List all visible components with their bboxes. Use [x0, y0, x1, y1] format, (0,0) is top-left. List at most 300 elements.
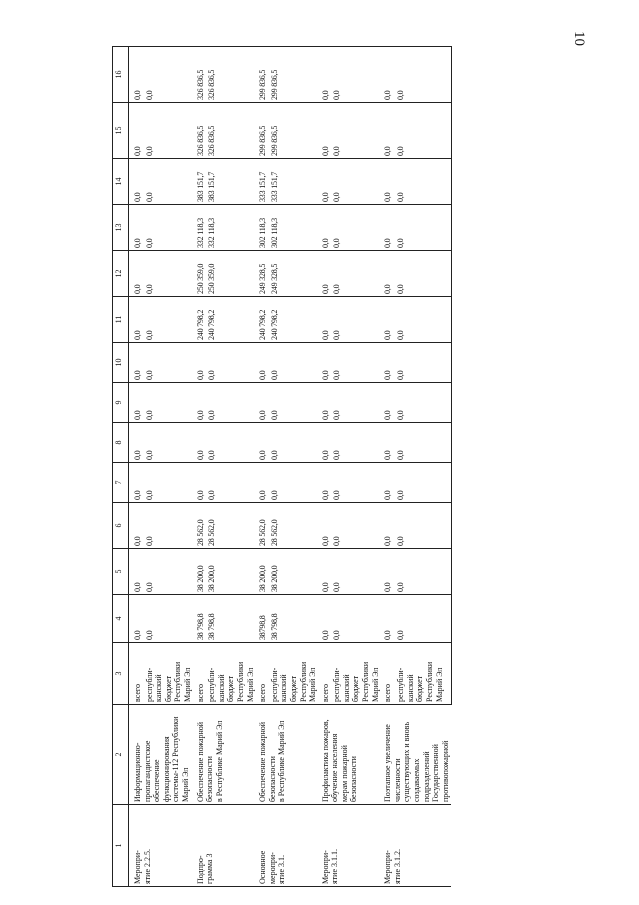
amount-cell [144, 343, 194, 383]
amount-cell [129, 383, 144, 423]
amount-cell-text: 0,0 [207, 490, 217, 500]
amount-cell-text: 0,0 [144, 450, 154, 460]
funding-source-text: республи- канский бюджет Республики Марий Эл [269, 661, 318, 702]
amount-cell [194, 343, 206, 383]
amount-cell [395, 463, 451, 503]
amount-cell-text: 0,0 [332, 90, 342, 100]
amount-cell [331, 297, 381, 343]
amount-cell-text: 0,0 [320, 192, 330, 202]
amount-cell [331, 423, 381, 463]
funding-source [331, 643, 381, 705]
column-header: 13 [113, 205, 129, 251]
amount-cell-text: 0,0 [396, 630, 406, 640]
amount-cell-text: 0,0 [320, 410, 330, 420]
amount-cell-text: 0,0 [133, 536, 142, 546]
row-name-text: Профилактика пожаров, обучение населения мерам пожарной безопасности [320, 719, 359, 802]
amount-cell [395, 297, 451, 343]
amount-cell-text: 0,0 [269, 490, 279, 500]
amount-cell-text: 0,0 [396, 146, 406, 156]
amount-cell [331, 549, 381, 595]
column-header: 8 [113, 423, 129, 463]
amount-cell [382, 297, 395, 343]
row-name-text: Информационно- пропагандистское обеспечение функционирования системы-112 Республики Марий Эл [133, 716, 190, 802]
amount-cell-text: 332 118,3 [195, 218, 205, 248]
amount-cell [129, 549, 144, 595]
amount-cell-text: 28 562,0 [258, 519, 268, 546]
amount-cell-text: 0,0 [332, 490, 342, 500]
amount-cell [257, 47, 269, 103]
amount-cell [194, 595, 206, 643]
amount-cell [319, 549, 331, 595]
amount-cell [319, 423, 331, 463]
column-header: 16 [113, 47, 129, 103]
amount-cell-text: 326 836,5 [207, 125, 217, 156]
funding-source-text: всего [383, 683, 393, 702]
amount-cell [395, 205, 451, 251]
amount-cell-text: 0,0 [383, 330, 393, 340]
amount-cell [319, 297, 331, 343]
amount-cell [257, 103, 269, 159]
amount-cell-text: 0,0 [258, 370, 268, 380]
amount-cell-text: 0,0 [383, 582, 393, 592]
amount-cell [206, 423, 256, 463]
amount-cell [144, 383, 194, 423]
amount-cell [129, 103, 144, 159]
amount-cell-text: 0,0 [332, 630, 342, 640]
row-code-text: Меропри- ятие 3.1.2. [383, 848, 402, 884]
amount-cell-text: 333 151,7 [269, 171, 279, 202]
amount-cell-text: 240 798,2 [195, 309, 205, 340]
amount-cell-text: 0,0 [320, 330, 330, 340]
table-row [319, 47, 331, 887]
column-header: 10 [113, 343, 129, 383]
amount-cell [194, 549, 206, 595]
amount-cell [269, 503, 319, 549]
amount-cell [206, 383, 256, 423]
amount-cell [194, 463, 206, 503]
column-header: 5 [113, 549, 129, 595]
amount-cell-text: 0,0 [320, 238, 330, 248]
amount-cell [194, 159, 206, 205]
amount-cell [144, 549, 194, 595]
amount-cell [382, 205, 395, 251]
funding-source [144, 643, 194, 705]
amount-cell [382, 423, 395, 463]
amount-cell-text: 0,0 [144, 192, 154, 202]
amount-cell [129, 463, 144, 503]
amount-cell [257, 383, 269, 423]
amount-cell-text: 0,0 [133, 490, 142, 500]
column-header: 15 [113, 103, 129, 159]
row-code-text: Меропри- ятие 3.1.1. [320, 848, 340, 884]
amount-cell-text: 0,0 [133, 238, 142, 248]
table-body [129, 47, 452, 887]
amount-cell [206, 463, 256, 503]
column-header: 4 [113, 595, 129, 643]
amount-cell-text: 0,0 [144, 490, 154, 500]
amount-cell [269, 47, 319, 103]
amount-cell [194, 383, 206, 423]
row-code [319, 805, 382, 887]
amount-cell-text: 0,0 [207, 450, 217, 460]
funding-source [395, 643, 451, 705]
amount-cell-text: 0,0 [133, 370, 142, 380]
amount-cell [194, 47, 206, 103]
column-header: 12 [113, 251, 129, 297]
amount-cell [395, 595, 451, 643]
amount-cell [269, 463, 319, 503]
amount-cell [382, 549, 395, 595]
amount-cell [331, 595, 381, 643]
amount-cell-text: 38 200,0 [207, 565, 217, 592]
amount-cell-text: 0,0 [383, 146, 393, 156]
amount-cell [129, 251, 144, 297]
row-name [382, 705, 452, 805]
amount-cell-text: 0,0 [383, 90, 393, 100]
amount-cell [257, 159, 269, 205]
amount-cell-text: 0,0 [144, 90, 154, 100]
amount-cell [382, 159, 395, 205]
amount-cell-text: 0,0 [320, 582, 330, 592]
amount-cell [382, 503, 395, 549]
amount-cell [395, 159, 451, 205]
amount-cell-text: 0,0 [133, 90, 142, 100]
amount-cell-text: 326 836,5 [207, 69, 217, 100]
funding-source [382, 643, 395, 705]
amount-cell-text: 0,0 [320, 630, 330, 640]
amount-cell-text: 0,0 [320, 370, 330, 380]
amount-cell [331, 343, 381, 383]
amount-cell-text: 38 200,0 [258, 565, 268, 592]
funding-source [194, 643, 206, 705]
table-row [257, 47, 269, 887]
amount-cell [382, 47, 395, 103]
amount-cell [269, 251, 319, 297]
amount-cell [331, 463, 381, 503]
amount-cell-text: 0,0 [207, 410, 217, 420]
amount-cell-text: 38 798,8 [269, 613, 279, 640]
amount-cell [144, 159, 194, 205]
amount-cell-text: 240 798,2 [269, 309, 279, 340]
row-name-text: Обеспечение пожарной безопасности в Республике Марий Эл [195, 720, 224, 802]
amount-cell-text: 0,0 [396, 410, 406, 420]
amount-cell-text: 383 151,7 [195, 171, 205, 202]
amount-cell-text: 299 836,5 [269, 69, 279, 100]
row-code [129, 805, 195, 887]
funding-source [206, 643, 256, 705]
amount-cell-text: 249 328,5 [258, 263, 268, 294]
amount-cell-text: 0,0 [144, 630, 154, 640]
amount-cell-text: 0,0 [258, 490, 268, 500]
amount-cell [206, 251, 256, 297]
amount-cell-text: 38 798,8 [207, 613, 217, 640]
row-code-text: Подпро- грамма 3 [195, 853, 215, 884]
amount-cell-text: 0,0 [320, 450, 330, 460]
amount-cell-text: 0,0 [133, 410, 142, 420]
amount-cell [331, 251, 381, 297]
amount-cell-text: 302 118,3 [258, 218, 268, 248]
funding-source-text: всего [258, 683, 268, 702]
funding-source-text: республи- канский бюджет Республики Марий Эл [332, 661, 380, 702]
amount-cell [194, 503, 206, 549]
amount-cell [331, 503, 381, 549]
amount-cell-text: 0,0 [383, 410, 393, 420]
row-name [194, 705, 257, 805]
amount-cell [206, 343, 256, 383]
amount-cell-text: 299 836,5 [258, 125, 268, 156]
amount-cell-text: 0,0 [332, 410, 342, 420]
amount-cell-text: 0,0 [133, 582, 142, 592]
amount-cell-text: 240 798,2 [207, 309, 217, 340]
amount-cell-text: 0,0 [320, 284, 330, 294]
amount-cell-text: 0,0 [195, 370, 205, 380]
column-header: 3 [113, 643, 129, 705]
amount-cell-text: 299 836,5 [269, 125, 279, 156]
amount-cell [319, 103, 331, 159]
amount-cell [194, 205, 206, 251]
amount-cell [269, 549, 319, 595]
amount-cell-text: 0,0 [332, 330, 342, 340]
amount-cell [194, 103, 206, 159]
amount-cell-text: 0,0 [383, 536, 393, 546]
amount-cell [194, 251, 206, 297]
amount-cell [257, 503, 269, 549]
amount-cell-text: 0,0 [133, 146, 142, 156]
amount-cell [319, 251, 331, 297]
amount-cell [257, 595, 269, 643]
amount-cell-text: 0,0 [144, 146, 154, 156]
funding-source [129, 643, 144, 705]
amount-cell [129, 47, 144, 103]
amount-cell-text: 383 151,7 [207, 171, 217, 202]
rotated-table-wrapper [112, 47, 532, 887]
amount-cell [144, 47, 194, 103]
amount-cell [382, 595, 395, 643]
amount-cell-text: 0,0 [144, 284, 154, 294]
amount-cell-text: 0,0 [144, 370, 154, 380]
amount-cell-text: 0,0 [144, 238, 154, 248]
amount-cell-text: 0,0 [396, 192, 406, 202]
amount-cell-text: 333 151,7 [258, 171, 268, 202]
amount-cell-text: 0,0 [133, 450, 142, 460]
amount-cell [395, 549, 451, 595]
amount-cell-text: 0,0 [144, 582, 154, 592]
amount-cell [129, 343, 144, 383]
amount-cell [319, 463, 331, 503]
amount-cell [144, 463, 194, 503]
amount-cell [331, 383, 381, 423]
amount-cell-text: 0,0 [269, 450, 279, 460]
amount-cell [269, 205, 319, 251]
amount-cell-text: 0,0 [269, 410, 279, 420]
amount-cell [129, 205, 144, 251]
amount-cell [319, 343, 331, 383]
amount-cell [206, 103, 256, 159]
funding-source-text: республи- канский бюджет Республики Марий Эл [207, 661, 255, 702]
amount-cell [206, 205, 256, 251]
amount-cell-text: 0,0 [383, 490, 393, 500]
amount-cell [269, 103, 319, 159]
amount-cell [331, 205, 381, 251]
amount-cell-text: 0,0 [396, 536, 406, 546]
amount-cell-text: 0,0 [269, 370, 279, 380]
column-header-row [113, 47, 129, 887]
column-header: 14 [113, 159, 129, 205]
amount-cell [257, 343, 269, 383]
column-header: 9 [113, 383, 129, 423]
budget-table [112, 46, 452, 887]
amount-cell-text: 28 562,0 [269, 519, 279, 546]
amount-cell [129, 297, 144, 343]
amount-cell-text: 0,0 [258, 450, 268, 460]
amount-cell-text: 0,0 [383, 370, 393, 380]
amount-cell-text: 0,0 [396, 370, 406, 380]
funding-source-text: республи- канский бюджет Республики Марий Эл [144, 661, 192, 702]
amount-cell-text: 28 562,0 [195, 519, 205, 546]
amount-cell-text: 0,0 [332, 284, 342, 294]
row-code [382, 805, 452, 887]
amount-cell [257, 549, 269, 595]
amount-cell-text: 0,0 [332, 146, 342, 156]
amount-cell [395, 343, 451, 383]
amount-cell-text: 0,0 [332, 192, 342, 202]
row-name [257, 705, 320, 805]
amount-cell [395, 503, 451, 549]
column-header: 11 [113, 297, 129, 343]
amount-cell [206, 549, 256, 595]
column-header: 1 [113, 805, 129, 887]
amount-cell [129, 595, 144, 643]
amount-cell [331, 159, 381, 205]
amount-cell [206, 159, 256, 205]
amount-cell [319, 159, 331, 205]
row-code [194, 805, 257, 887]
amount-cell-text: 0,0 [332, 582, 342, 592]
amount-cell-text: 0,0 [396, 330, 406, 340]
amount-cell-text: 0,0 [396, 582, 406, 592]
amount-cell [129, 423, 144, 463]
column-header: 7 [113, 463, 129, 503]
amount-cell-text: 0,0 [133, 630, 142, 640]
column-header: 2 [113, 705, 129, 805]
amount-cell [144, 595, 194, 643]
amount-cell-text: 0,0 [258, 410, 268, 420]
amount-cell-text: 332 118,3 [207, 218, 217, 248]
row-code-text: Меропри- ятие 2.2.5. [133, 848, 152, 884]
amount-cell [194, 297, 206, 343]
amount-cell-text: 0,0 [133, 284, 142, 294]
amount-cell-text: 0,0 [320, 90, 330, 100]
amount-cell [144, 205, 194, 251]
amount-cell-text: 0,0 [320, 490, 330, 500]
amount-cell [257, 297, 269, 343]
amount-cell-text: 326 836,5 [195, 69, 205, 100]
amount-cell [395, 103, 451, 159]
row-name-text: Поэтапное увеличение численности существующих и вновь создаваемых подразделений Государственной противопожарной [383, 721, 450, 802]
row-name-text: Обеспечение пожарной безопасности в Республике Марий Эл [258, 720, 287, 802]
amount-cell [395, 47, 451, 103]
amount-cell [206, 297, 256, 343]
amount-cell-text: 0,0 [144, 410, 154, 420]
amount-cell [382, 463, 395, 503]
amount-cell-text: 0,0 [396, 90, 406, 100]
amount-cell [382, 343, 395, 383]
amount-cell-text: 0,0 [133, 330, 142, 340]
amount-cell [319, 503, 331, 549]
amount-cell-text: 0,0 [332, 238, 342, 248]
amount-cell [395, 383, 451, 423]
amount-cell [319, 595, 331, 643]
amount-cell [395, 251, 451, 297]
amount-cell-text: 0,0 [383, 284, 393, 294]
amount-cell-text: 0,0 [195, 450, 205, 460]
amount-cell [206, 503, 256, 549]
amount-cell [257, 423, 269, 463]
amount-cell-text: 0,0 [396, 450, 406, 460]
amount-cell-text: 38 200,0 [269, 565, 279, 592]
funding-source-text: всего [133, 683, 142, 702]
amount-cell [395, 423, 451, 463]
page-number: 10 [571, 31, 587, 46]
funding-source [257, 643, 269, 705]
amount-cell-text: 0,0 [195, 490, 205, 500]
amount-cell-text: 0,0 [144, 330, 154, 340]
amount-cell [382, 383, 395, 423]
funding-source [269, 643, 319, 705]
amount-cell [144, 503, 194, 549]
amount-cell [144, 251, 194, 297]
amount-cell-text: 28 562,0 [207, 519, 217, 546]
amount-cell [206, 595, 256, 643]
amount-cell [257, 463, 269, 503]
table-row [382, 47, 395, 887]
amount-cell [331, 103, 381, 159]
amount-cell-text: 38 798,8 [195, 613, 205, 640]
amount-cell-text: 250 359,0 [195, 263, 205, 294]
amount-cell [319, 47, 331, 103]
table-row [129, 47, 144, 887]
row-name [129, 705, 195, 805]
amount-cell [206, 47, 256, 103]
row-code [257, 805, 320, 887]
amount-cell [129, 159, 144, 205]
amount-cell [144, 423, 194, 463]
funding-source-text: всего [195, 683, 205, 702]
amount-cell [269, 297, 319, 343]
amount-cell-text: 0,0 [396, 284, 406, 294]
amount-cell-text: 0,0 [383, 630, 393, 640]
row-name [319, 705, 382, 805]
amount-cell [257, 205, 269, 251]
table-row [194, 47, 206, 887]
amount-cell-text: 0,0 [383, 238, 393, 248]
amount-cell [269, 383, 319, 423]
amount-cell [144, 297, 194, 343]
amount-cell-text: 0,0 [383, 450, 393, 460]
amount-cell [382, 251, 395, 297]
amount-cell [144, 103, 194, 159]
amount-cell [331, 47, 381, 103]
amount-cell-text: 249 328,5 [269, 263, 279, 294]
amount-cell [382, 103, 395, 159]
amount-cell [257, 251, 269, 297]
amount-cell-text: 250 359,0 [207, 263, 217, 294]
funding-source-text: республи- канский бюджет Республики Марий Эл [396, 661, 444, 702]
amount-cell [269, 423, 319, 463]
amount-cell-text: 0,0 [383, 192, 393, 202]
amount-cell-text: 240 798,2 [258, 309, 268, 340]
column-header: 6 [113, 503, 129, 549]
